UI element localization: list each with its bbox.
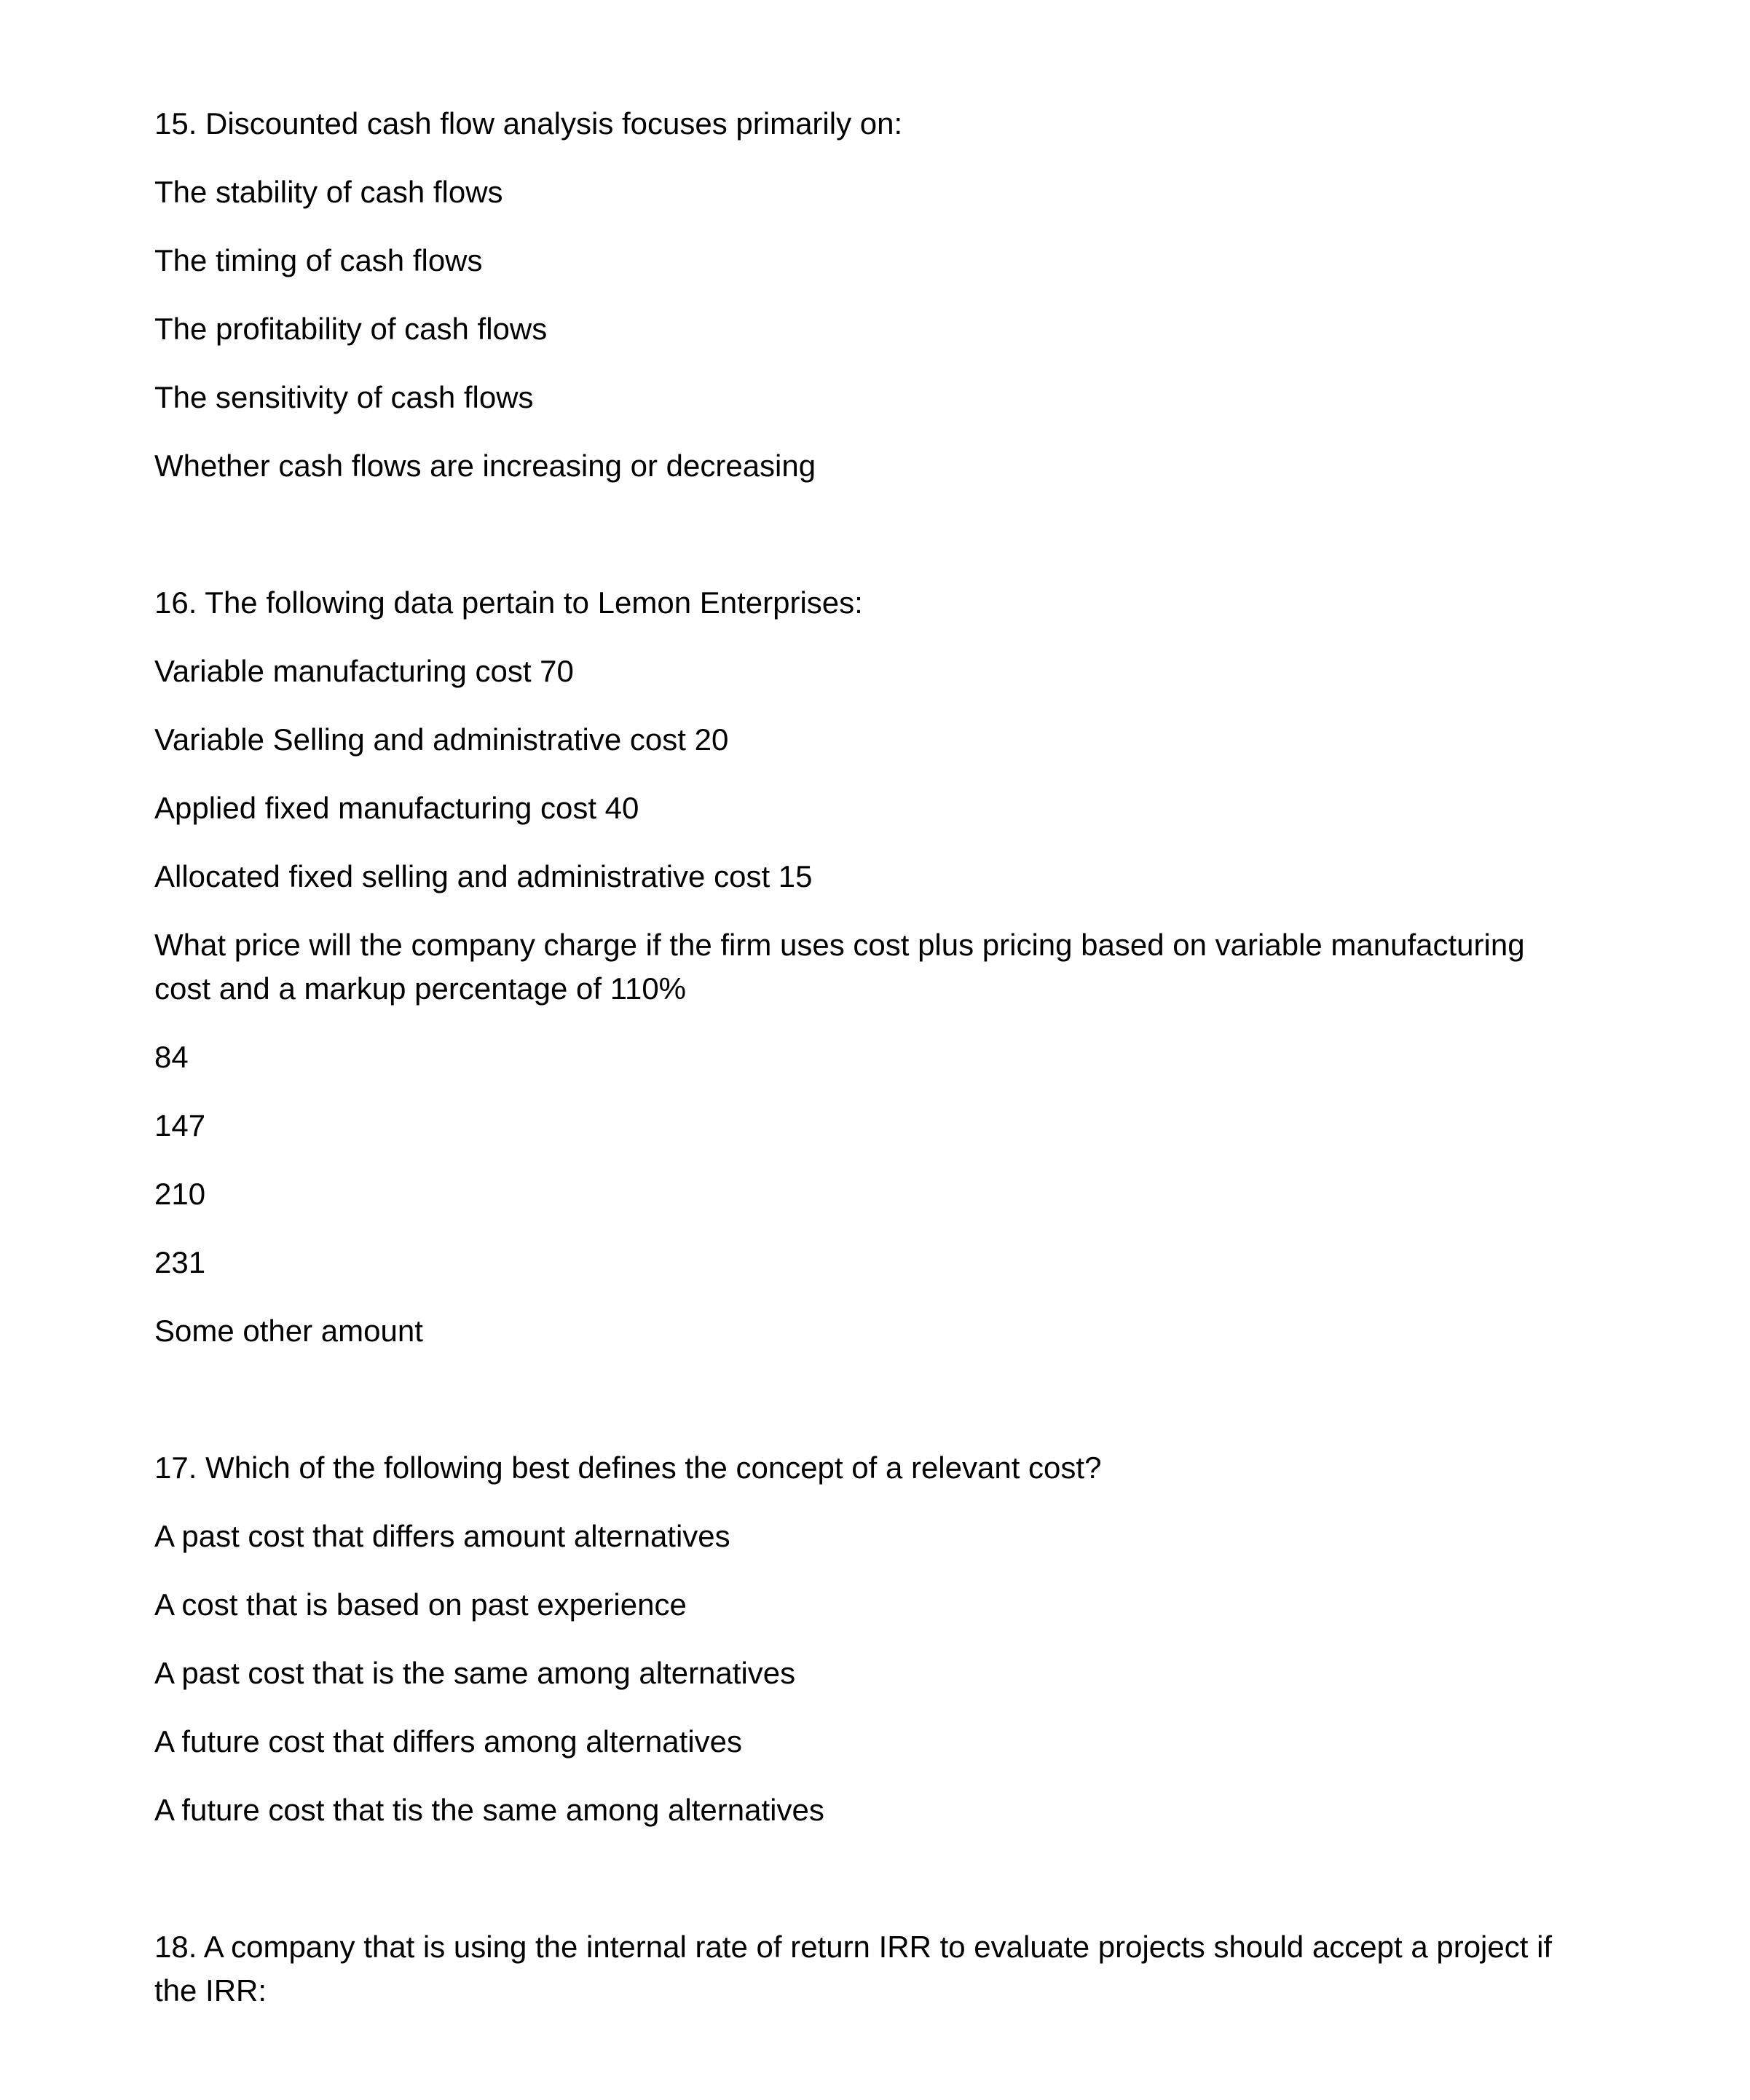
question-16-option: Some other amount (154, 1314, 423, 1348)
question-15-option: The stability of cash flows (154, 175, 503, 209)
question-15-option: The sensitivity of cash flows (154, 380, 534, 414)
question-16-prompt-line: What price will the company charge if the firm uses cost plus pricing based on variable manufacturing (154, 928, 1525, 962)
question-18 (154, 1925, 1611, 2013)
question-17 (154, 1446, 1611, 1832)
question-17-option: A past cost that is the same among alternatives (154, 1656, 796, 1690)
question-spacer (154, 1857, 1611, 1925)
question-17-option: A cost that is based on past experience (154, 1587, 687, 1622)
question-16-data-line: Applied fixed manufacturing cost 40 (154, 791, 639, 825)
question-17-option: A future cost that differs among alternatives (154, 1724, 743, 1758)
question-16-option: 210 (154, 1177, 206, 1211)
question-spacer (154, 513, 1611, 581)
question-16-option: 147 (154, 1108, 206, 1142)
question-15-option: The profitability of cash flows (154, 312, 548, 346)
question-16-prompt-line: cost and a markup percentage of 110% (154, 971, 687, 1006)
question-17-option: A past cost that differs amount alternatives (154, 1519, 730, 1553)
question-15-option: The timing of cash flows (154, 243, 483, 277)
question-15-stem: 15. Discounted cash flow analysis focuses primarily on: (154, 106, 903, 141)
question-16-option: 231 (154, 1245, 206, 1279)
question-16-data-line: Allocated fixed selling and administrative cost 15 (154, 859, 813, 893)
question-17-stem: 17. Which of the following best defines the concept of a relevant cost? (154, 1450, 1102, 1485)
document-content (154, 102, 1611, 2013)
question-18-stem-line: 18. A company that is using the internal rate of return IRR to evaluate projects should accept a project if (154, 1930, 1553, 1964)
question-15-option: Whether cash flows are increasing or decreasing (154, 449, 816, 483)
question-16-option: 84 (154, 1040, 189, 1074)
question-16-data-line: Variable Selling and administrative cost 20 (154, 722, 729, 757)
question-17-option: A future cost that tis the same among alternatives (154, 1793, 824, 1827)
question-16 (154, 581, 1611, 1353)
question-spacer (154, 1378, 1611, 1446)
question-16-data-line: Variable manufacturing cost 70 (154, 654, 574, 688)
question-16-prompt (154, 923, 1611, 1011)
question-18-stem-line: the IRR: (154, 1973, 267, 2008)
question-16-stem: 16. The following data pertain to Lemon Enterprises: (154, 585, 863, 620)
question-15 (154, 102, 1611, 488)
